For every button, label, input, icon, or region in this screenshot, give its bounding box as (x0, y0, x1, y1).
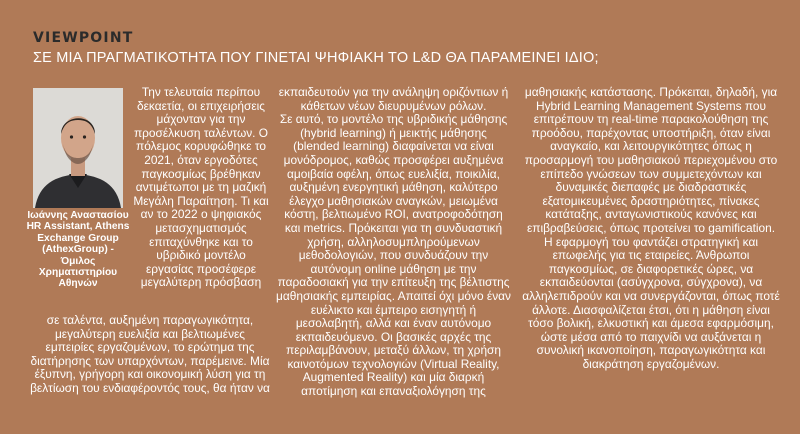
article-column-2 (276, 86, 511, 399)
article-column-1-bottom (30, 314, 270, 396)
article-paragraph: Την τελευταία περίπου δεκαετία, οι επιχειρήσεις μάχονταν για την προσέλκυση ταλέντων. Ο πόλεμος κορυφώθηκε το 2021, όταν εργοδότες παγκοσμίως βρέθηκαν αντιμέτωποι με τη μαζική Μεγάλη Παραίτηση. Τι και αν το 2022 ο ψηφιακός μετασχηματισμός επιταχύνθηκε και το υβριδικό μοντέλο εργασίας προσέφερε μεγαλύτερη πρόσβαση (133, 85, 269, 290)
article-headline: ΣΕ ΜΙΑ ΠΡΑΓΜΑΤΙΚΟΤΗΤΑ ΠΟΥ ΓΙΝΕΤΑΙ ΨΗΦΙΑΚΗ ΤΟ L&D ΘΑ ΠΑΡΑΜΕΙΝΕΙ ΙΔΙΟ; (33, 50, 599, 66)
author-photo (33, 88, 123, 208)
article-paragraph: σε ταλέντα, αυξημένη παραγωγικότητα, μεγαλύτερη ευελιξία και βελτιωμένες εμπειρίες εργαζομένων, το ερώτημα της διατήρησης των υπαρχόντων, παρέμεινε. Μία έξυπνη, γρήγορη και οικονομική λύση για τη βελτίωση του ενδιαφέροντός τους, θα ήταν να (30, 313, 270, 395)
article-paragraph: μαθησιακής κατάστασης. Πρόκειται, δηλαδή, για Hybrid Learning Management Systems που επιτρέπουν τη real-time παρακολούθηση της προόδου, παρέχοντας υποστήριξη, όταν είναι αναγκαίο, και λειτουργικότητες όπως η προσαρμογή του μαθησιακού περιεχομένου στο επίπεδο γνώσεων των συμμετεχόντων και δυναμικές διεπαφές με διαδραστικές εξατομικευμένες δραστηριότητες, πίνακες κατάταξης, ανταγωνιστικούς κανόνες και επιβραβεύσεις, όπως προτείνει το gamification. (524, 85, 778, 235)
article-column-1-top (132, 86, 270, 290)
author-caption: Ιωάννης Αναστασίου HR Assistant, Athens Exchange Group (AthexGroup) - Όμιλος Χρηματιστηρίου Αθηνών (26, 210, 130, 290)
article-paragraph: Σε αυτό, το μοντέλο της υβριδικής μάθησης (hybrid learning) ή μεικτής μάθησης (blended learning) διαφαίνεται να είναι μονόδρομος, καθώς προσφέρει αυξημένα αμοιβαία οφέλη, όπως ευελιξία, ποικιλία, αυξημένη ενεργητική μάθηση, καλύτερο έλεγχο μαθησιακών αναγκών, μειωμένα κόστη, βελτιωμένο ROI, ανατροφοδότηση και metrics. Πρόκειται για τη συνδυαστική χρήση, αλληλοσυμπληρούμενων μεθοδολογιών, που συνδυάζουν την αυτόνομη online μάθηση με την παραδοσιακή για την επίτευξη της βέλτιστης μαθησιακής εμπειρίας. Απαιτεί όχι μόνο έναν ευέλικτο και έμπειρο εισηγητή ή μεσολαβητή, αλλά και έναν αυτόνομο εκπαιδευόμενο. Οι βασικές αρχές της περιλαμβάνουν, μεταξύ άλλων, τη χρήση καινοτόμων τεχνολογιών (Virtual Reality, Augmented Reality) και μία διαρκή αποτίμηση και επαναξιολόγηση της (276, 112, 511, 399)
article-paragraph: Η εφαρμογή του φαντάζει στρατηγική και επωφελής για τις εταιρείες. Άνθρωποι παγκοσμίως, σε διαφορετικές ώρες, να εκπαιδεύονται (ασύγχρονα, σύγχρονα), να αλληλεπιδρούν και να συνεργάζονται, όπως ποτέ άλλοτε. Διασφαλίζεται έτσι, ότι η μάθηση είναι τόσο βολική, ελκυστική και άμεσα εφαρμόσιμη, ώστε μέσα από το παιχνίδι να αυξάνεται η συνολική ικανοποίηση, παραγωγικότητα και διακράτηση εργαζομένων. (522, 234, 780, 371)
article-paragraph: εκπαιδευτούν για την ανάληψη οριζόντιων ή κάθετων νέων διευρυμένων ρόλων. (278, 85, 509, 113)
article-column-3 (520, 86, 782, 371)
section-label: VIEWPOINT (33, 30, 134, 46)
